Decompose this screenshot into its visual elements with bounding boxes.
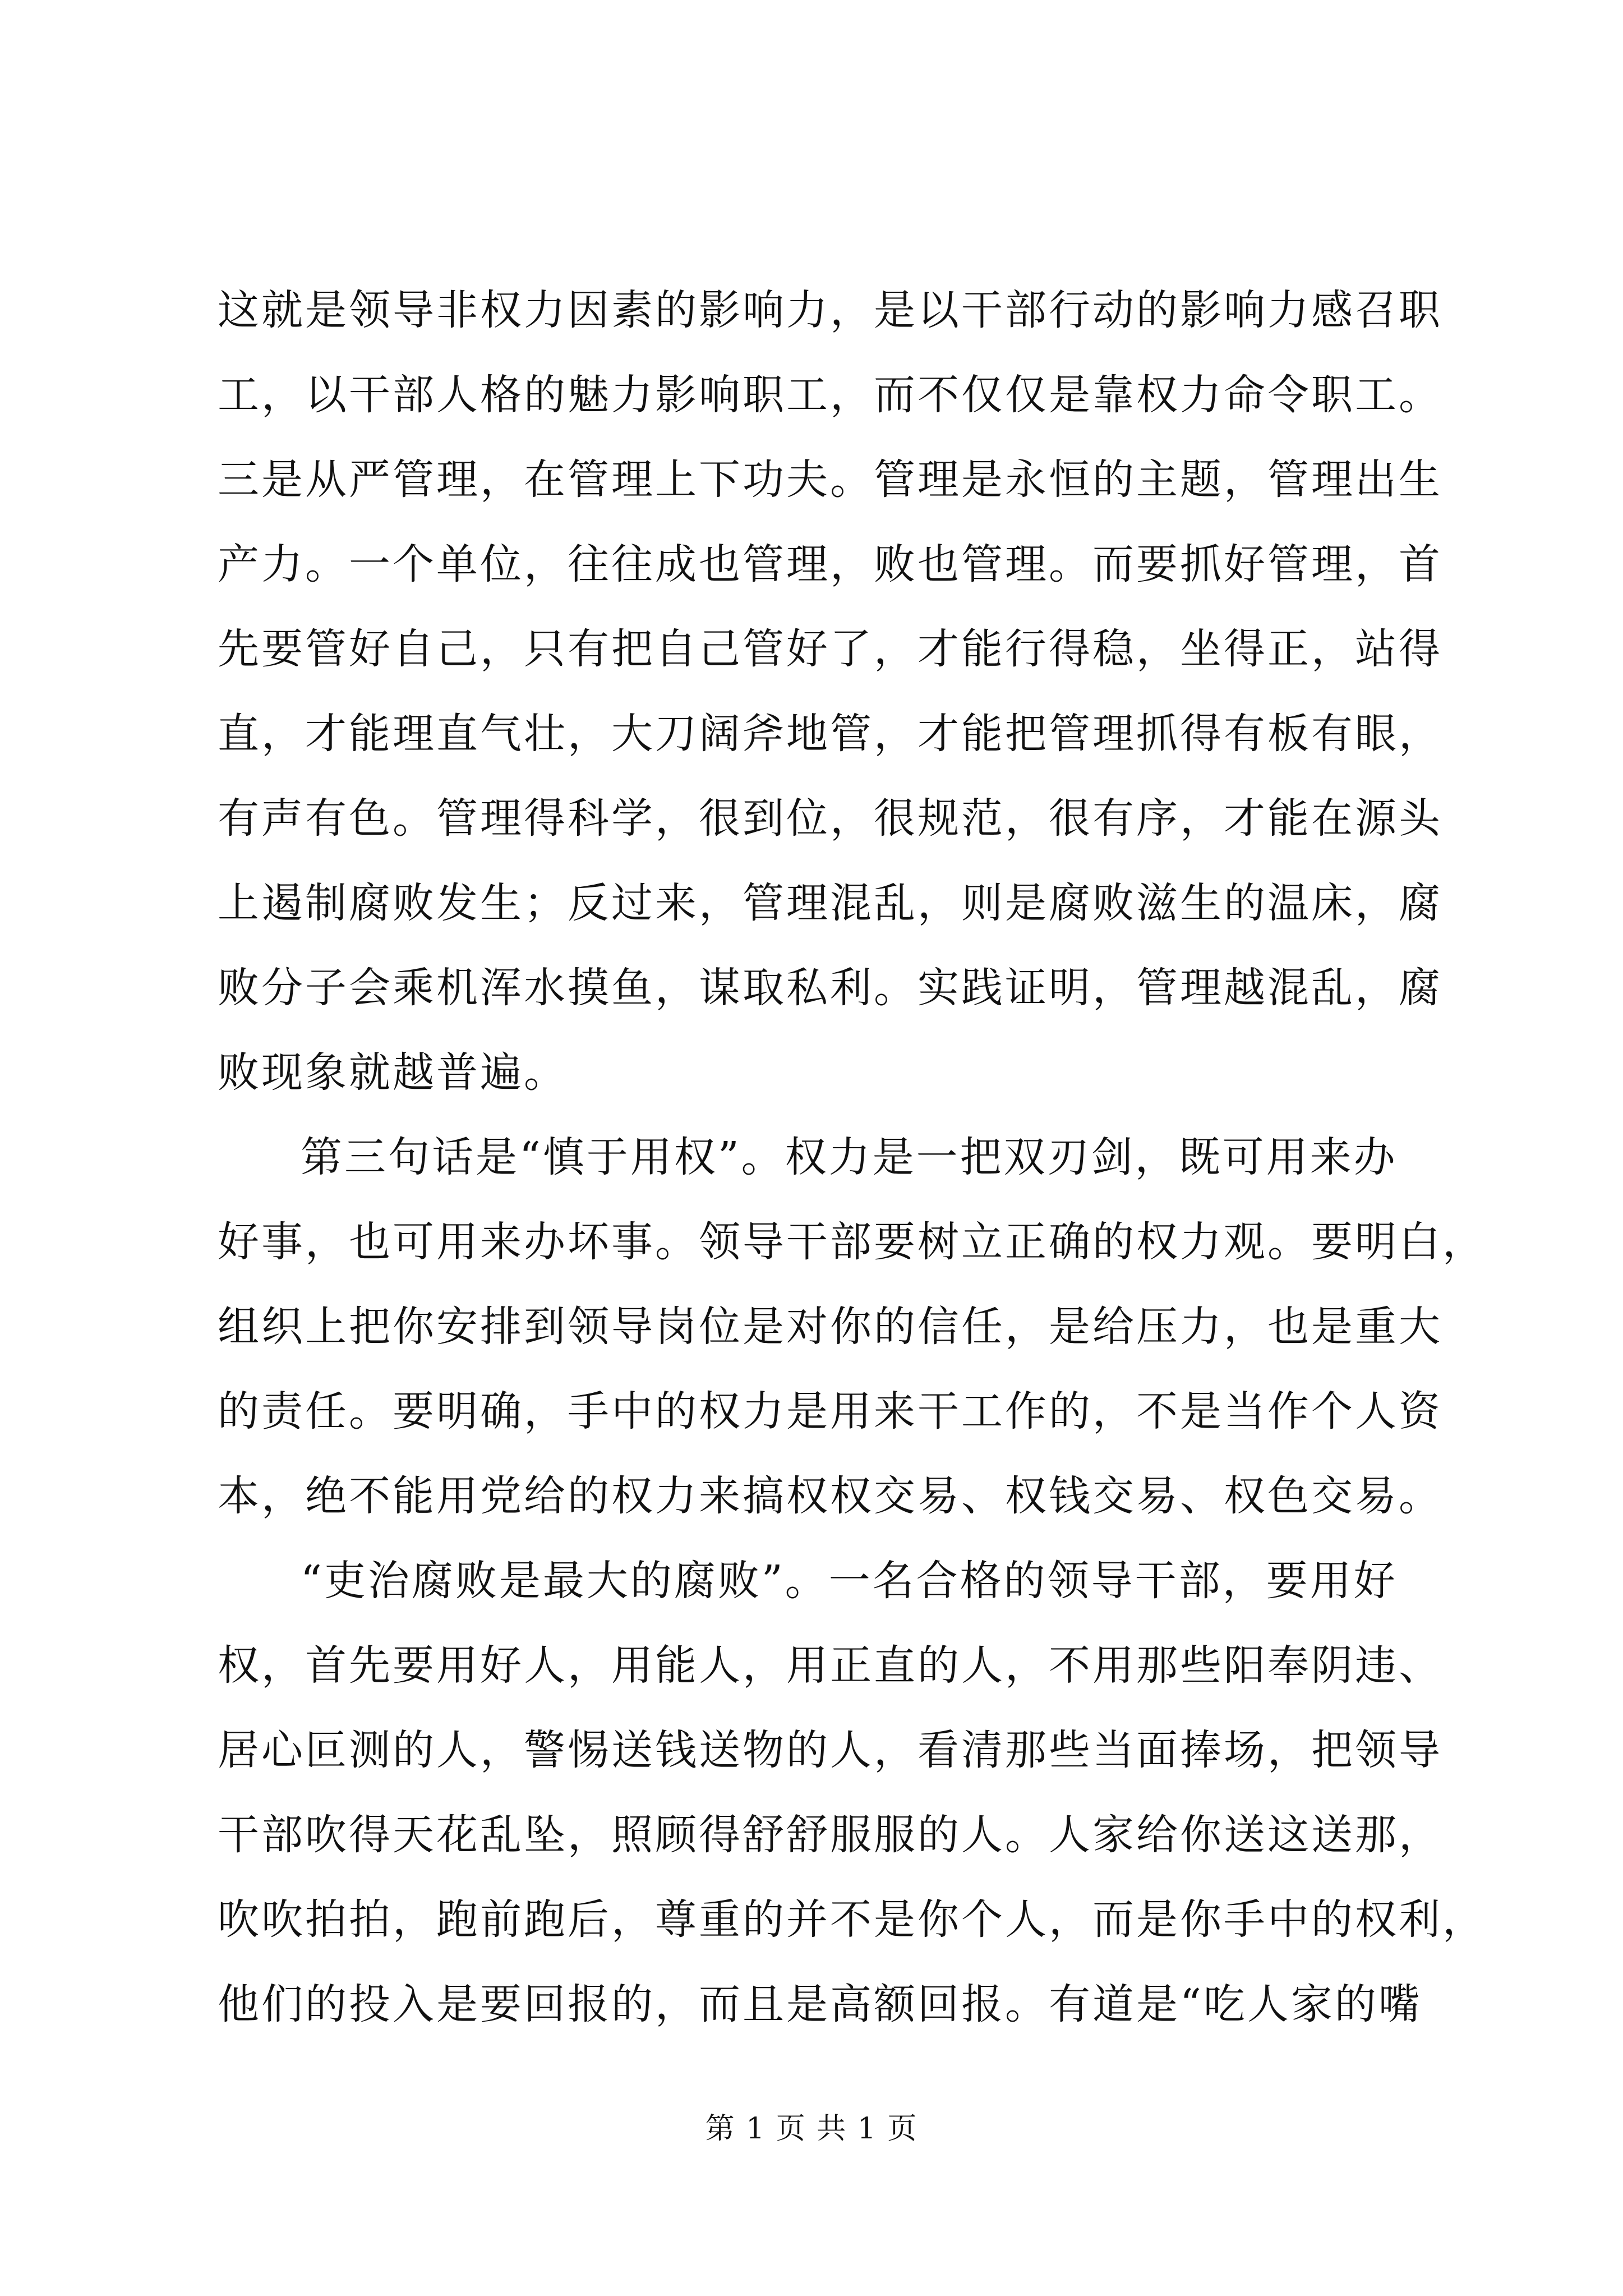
- text-line: 干部吹得天花乱坠，照顾得舒舒服服的人。人家给你送这送那，: [218, 1811, 1442, 1859]
- text-line: 先要管好自己，只有把自己管好了，才能行得稳，坐得正，站得: [218, 625, 1442, 673]
- paragraph-first-line: 第三句话是“慎于用权”。权力是一把双刃剑，既可用来办: [301, 1133, 1398, 1181]
- text-line: 工，以干部人格的魅力影响职工，而不仅仅是靠权力命令职工。: [218, 371, 1442, 419]
- text-line: 直，才能理直气壮，大刀阔斧地管，才能把管理抓得有板有眼，: [218, 710, 1442, 758]
- text-line: 他们的投入是要回报的，而且是高额回报。有道是“吃人家的嘴: [218, 1980, 1422, 2028]
- text-line: 有声有色。管理得科学，很到位，很规范，很有序，才能在源头: [218, 794, 1442, 843]
- text-line: 产力。一个单位，往往成也管理，败也管理。而要抓好管理，首: [218, 540, 1442, 588]
- text-line: 组织上把你安排到领导岗位是对你的信任，是给压力，也是重大: [218, 1303, 1442, 1351]
- text-line: 这就是领导非权力因素的影响力，是以干部行动的影响力感召职: [218, 286, 1442, 334]
- paragraph-first-line: “吏治腐败是最大的腐败”。一名合格的领导干部，要用好: [301, 1557, 1398, 1605]
- text-line: 败分子会乘机浑水摸鱼，谋取私利。实践证明，管理越混乱，腐: [218, 964, 1442, 1012]
- text-line: 居心叵测的人，警惕送钱送物的人，看清那些当面捧场，把领导: [218, 1726, 1442, 1774]
- text-line: 好事，也可用来办坏事。领导干部要树立正确的权力观。要明白，: [218, 1218, 1486, 1266]
- page-number-footer: 第 1 页 共 1 页: [705, 2112, 918, 2146]
- document-body: [218, 268, 1486, 2047]
- text-line: 本，绝不能用党给的权力来搞权权交易、权钱交易、权色交易。: [218, 1472, 1442, 1520]
- text-line: 败现象就越普遍。: [218, 1048, 568, 1097]
- text-line: 的责任。要明确，手中的权力是用来干工作的，不是当作个人资: [218, 1387, 1442, 1435]
- text-line: 三是从严管理，在管理上下功夫。管理是永恒的主题，管理出生: [218, 455, 1442, 504]
- text-line: 上遏制腐败发生；反过来，管理混乱，则是腐败滋生的温床，腐: [218, 879, 1442, 927]
- text-line: 吹吹拍拍，跑前跑后，尊重的并不是你个人，而是你手中的权利，: [218, 1895, 1486, 1944]
- text-line: 权，首先要用好人，用能人，用正直的人，不用那些阳奉阴违、: [218, 1641, 1442, 1690]
